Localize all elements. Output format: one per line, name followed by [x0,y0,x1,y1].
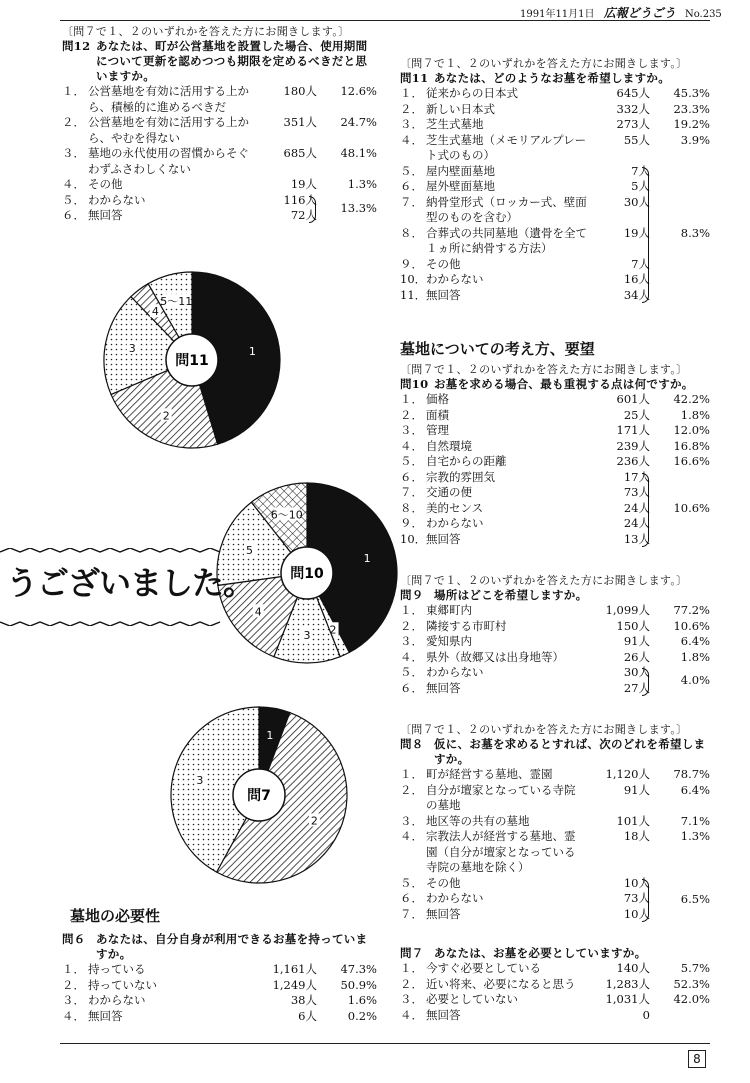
footer-rule [60,1043,710,1044]
option-count: 1,283人 [605,976,650,991]
option-number: ９． [400,256,423,271]
option-label: 無回答 [426,1007,461,1022]
option-count: 150人 [616,618,650,633]
q7-pie-chart [167,703,352,888]
option-number: ４． [400,829,423,843]
option-number: ２． [62,115,85,129]
option-percent: 23.3% [673,101,710,116]
q11-option-11 [400,288,710,304]
option-number: １． [62,84,85,98]
q9-options [400,603,710,696]
option-count: 73人 [623,485,650,499]
option-label: 自宅からの距離 [426,454,507,468]
option-number: ２． [400,407,423,422]
pie-label-5: 5 [245,543,253,557]
q6-option-3 [62,993,377,1009]
option-count: 1,031人 [605,992,650,1006]
option-label: 屋内壁面墓地 [426,163,495,178]
q12-text: あなたは、町が公営墓地を設置した場合、使用期間について更新を認めつつも期限を定めるべきだと思いますか。 [96,39,368,83]
q10-option-4 [400,439,710,455]
option-number: １． [400,767,423,781]
option-number: ２． [400,101,423,116]
option-count: 38人 [290,993,317,1007]
option-number: ５． [400,665,423,679]
option-label: 墓地の永代使用の習慣からそぐわずふさわしくない [88,146,249,176]
pie-label-1: 1 [266,728,274,742]
issue-date: 1991年11月1日 [520,9,595,20]
option-count: 72人 [290,208,317,222]
q12-option-4 [62,177,377,193]
option-number: ４． [400,132,423,147]
option-number: ５． [400,454,423,468]
option-label: 屋外壁面墓地 [426,179,495,193]
q8-options [400,767,710,922]
option-count: 10人 [623,875,650,890]
option-label: わからない [426,272,484,286]
q10-text: お墓を求める場合、最も重視する点は何ですか。 [434,377,694,391]
pie-label-3: 3 [128,341,136,355]
option-count: 685人 [283,146,317,160]
option-count: 16人 [623,272,650,286]
option-count: 55人 [623,132,650,147]
q11-option-1 [400,86,710,102]
q7-option-1 [400,961,710,977]
q10-condition: 〔問７で１、２のいずれかを答えた方にお聞きします。〕 [400,363,688,376]
option-number: ３． [400,117,423,131]
pie-label-4: 4 [151,305,159,319]
q9-option-3 [400,634,710,650]
option-count: 19人 [623,225,650,240]
pie-label-3: 3 [196,773,204,787]
option-count: 24人 [623,500,650,515]
q9-option-1 [400,603,710,619]
option-label: その他 [426,875,461,890]
q6-option-2 [62,978,377,994]
option-count: 236人 [616,454,650,468]
option-number: ６． [400,179,423,193]
option-number: ４． [62,177,85,191]
option-percent: 1.3% [347,177,377,191]
option-percent: 7.1% [680,813,710,828]
q11-option-6 [400,179,710,195]
option-label: 無回答 [426,906,461,921]
q11-option-3 [400,117,710,133]
q9-number: 問９ [400,588,424,602]
option-number: １． [400,961,423,975]
option-percent: 1.3% [680,829,710,843]
option-percent: 24.7% [340,115,377,129]
option-label: 必要としていない [426,992,518,1006]
q12-heading [62,39,377,84]
option-label: わからない [426,516,484,530]
option-label: 持っている [88,962,146,976]
option-number: ２． [400,618,423,633]
q7-options [400,961,710,1023]
q10-group-percent: 10.6% [673,501,710,515]
q12-group-brace [309,196,316,223]
option-number: ３． [400,813,423,828]
pie-label-2: 2 [162,409,170,423]
option-label: その他 [426,256,461,271]
option-label: 地区等の共有の墓地 [426,813,530,828]
option-label: 自然環境 [426,438,472,453]
option-label: 面積 [426,407,449,422]
option-number: ６． [400,680,423,695]
option-label: 今すぐ必要としている [426,961,541,975]
option-label: わからない [426,665,484,679]
option-percent: 5.7% [680,961,710,975]
option-label: 価格 [426,392,449,406]
option-number: ４． [62,1008,85,1023]
option-number: １． [62,962,85,976]
option-count: 1,099人 [605,603,650,617]
option-label: 合葬式の共同墓地（遺骨を全て１ヵ所に納骨する方法） [426,225,587,255]
pie-label-1: 1 [248,345,256,359]
q11-option-10 [400,272,710,288]
option-number: ７． [400,485,423,499]
q6-options [62,962,377,1024]
option-count: 30人 [623,665,650,679]
option-number: ５． [400,163,423,178]
option-count: 27人 [623,680,650,695]
page-header [520,4,722,21]
option-number: 10． [400,531,427,546]
pie-label-1: 1 [363,551,371,565]
option-count: 7人 [631,256,650,271]
option-number: ７． [400,194,423,209]
option-number: ４． [400,1007,423,1022]
q11-block [400,56,710,303]
thanks-banner [0,548,255,626]
q11-group-percent: 8.3% [680,226,710,240]
option-count: 7人 [631,163,650,178]
q12-condition: 〔問７で１、２のいずれかを答えた方にお聞きします。〕 [62,25,350,38]
option-count: 19人 [290,177,317,191]
option-number: ９． [400,516,423,530]
option-label: 公営墓地を有効に活用する上から、やむを得ない [88,115,249,145]
option-percent: 0.2% [347,1008,377,1023]
option-count: 332人 [616,101,650,116]
option-number: 11． [400,287,427,302]
option-count: 140人 [616,961,650,975]
q8-option-4 [400,829,710,876]
option-number: ３． [62,993,85,1007]
section-title-need: 墓地の必要性 [70,907,161,925]
q12-group-percent: 13.3% [340,200,377,215]
option-count: 91人 [623,634,650,648]
option-label: 管理 [426,423,449,437]
option-number: ４． [400,438,423,453]
option-number: ５． [62,192,85,207]
option-percent: 77.2% [673,603,710,617]
option-label: その他 [88,177,123,191]
q11-text: あなたは、どのようなお墓を希望しますか。 [434,71,670,85]
q9-heading [400,588,710,603]
q7-block [400,946,710,1023]
q10-options [400,392,710,547]
option-label: 交通の便 [426,485,472,499]
option-count: 1,161人 [272,962,317,976]
option-count: 73人 [623,891,650,905]
option-label: 愛知県内 [426,634,472,648]
q8-block [400,722,710,922]
option-label: わからない [426,891,484,905]
option-count: 1,120人 [605,767,650,781]
q10-group-brace [642,473,649,547]
q10-block [400,362,710,547]
q8-group-percent: 6.5% [680,891,710,906]
option-count: 13人 [623,531,650,546]
option-count: 116人 [283,192,317,207]
option-label: 従来からの日本式 [426,86,518,100]
pie-center-label: 問11 [175,353,209,369]
option-label: 持っていない [88,977,157,992]
q9-condition: 〔問７で１、２のいずれかを答えた方にお聞きします。〕 [400,574,688,587]
option-count: 24人 [623,516,650,530]
option-label: 県外（故郷又は出身地等） [426,649,564,664]
q7-number: 問７ [400,946,424,960]
q12-block [62,24,377,224]
header-rule [60,20,710,21]
q11-option-5 [400,164,710,180]
option-count: 6人 [298,1008,317,1023]
option-label: 美的センス [426,500,484,515]
pie-label-6～10: 6～10 [270,508,303,522]
q9-block [400,573,710,696]
q11-group-brace [642,167,649,303]
option-number: ２． [400,782,423,797]
option-count: 26人 [623,649,650,664]
q9-option-2 [400,619,710,635]
option-percent: 1.6% [347,993,377,1007]
option-count: 91人 [623,782,650,797]
banner-text: うございました。 [6,564,255,602]
q12-options [62,84,377,224]
option-percent: 6.4% [680,782,710,797]
option-number: ２． [62,977,85,992]
q6-number: 問６ [62,932,86,946]
q8-group-brace [642,879,649,922]
option-label: 芝生式墓地（メモリアルプレート式のもの） [426,132,587,162]
option-percent: 3.9% [680,132,710,147]
option-count: 25人 [623,407,650,422]
option-percent: 19.2% [673,117,710,131]
q9-option-4 [400,650,710,666]
pie-label-3: 3 [303,629,311,642]
option-label: 無回答 [88,208,123,222]
pie-label-2: 2 [310,814,318,828]
q9-group-brace [642,668,649,696]
q8-option-2 [400,783,710,814]
option-count: 180人 [283,84,317,98]
option-label: 芝生式墓地 [426,117,484,131]
option-percent: 42.2% [673,392,710,406]
option-percent: 47.3% [340,962,377,976]
pie-label-5～11: 5～11 [160,295,193,309]
q6-text: あなたは、自分自身が利用できるお墓を持っていますか。 [96,932,368,961]
q6-block [62,932,377,1024]
q8-text: 仮に、お墓を求めるとすれば、次のどれを希望しますか。 [434,737,706,766]
q10-option-1 [400,392,710,408]
q6-heading [62,932,377,962]
option-percent: 6.4% [680,634,710,648]
option-number: ３． [400,992,423,1006]
option-count: 1,249人 [272,977,317,992]
q11-condition: 〔問７で１、２のいずれかを答えた方にお聞きします。〕 [400,57,688,70]
option-count: 34人 [623,287,650,302]
q8-option-3 [400,814,710,830]
section-title-views: 墓地についての考え方、要望 [400,340,595,358]
option-number: ６． [400,891,423,905]
q10-option-6 [400,470,710,486]
q12-option-2 [62,115,377,146]
q11-number: 問11 [400,71,429,85]
q8-heading [400,737,710,767]
option-percent: 52.3% [673,976,710,991]
option-number: ８． [400,500,423,515]
q10-option-3 [400,423,710,439]
option-number: ３． [400,423,423,437]
option-label: 無回答 [426,680,461,695]
q11-pie-chart [100,268,285,453]
pie-center-label: 問10 [290,566,324,582]
option-number: ５． [400,875,423,890]
option-count: 0 [642,1007,650,1022]
q7-heading [400,946,710,961]
pie-center-label: 問7 [247,788,271,804]
q12-option-3 [62,146,377,177]
option-label: 納骨堂形式（ロッカー式、壁面型のものを含む） [426,194,587,224]
option-label: 東郷町内 [426,603,472,617]
option-label: 公営墓地を有効に活用する上から、積極的に進めるべきだ [88,84,249,114]
option-percent: 12.0% [673,423,710,437]
pie-label-2: 2 [329,623,337,637]
pie-label-4: 4 [254,605,262,619]
option-label: 町が経営する墓地、霊園 [426,767,553,781]
option-label: 隣接する市町村 [426,618,507,633]
q10-number: 問10 [400,377,429,391]
option-label: 宗教法人が経営する墓地、霊園（自分が壇家となっている寺院の墓地を除く） [426,829,576,874]
q10-option-7 [400,485,710,501]
q8-condition: 〔問７で１、２のいずれかを答えた方にお聞きします。〕 [400,723,688,736]
option-number: １． [400,86,423,100]
q8-option-7 [400,907,710,923]
option-number: ４． [400,649,423,664]
q11-heading [400,71,710,86]
option-number: ７． [400,906,423,921]
option-label: 近い将来、必要になると思う [426,976,576,991]
page-number: 8 [688,1050,706,1068]
option-number: ３． [62,146,85,160]
option-label: 新しい日本式 [426,101,495,116]
q8-option-5 [400,876,710,892]
q10-option-9 [400,516,710,532]
option-count: 171人 [616,423,650,437]
option-percent: 1.8% [680,407,710,422]
option-percent: 16.8% [673,438,710,453]
option-number: １． [400,392,423,406]
option-percent: 50.9% [340,977,377,992]
option-label: 無回答 [426,531,461,546]
option-label: 自分が壇家となっている寺院の墓地 [426,782,576,812]
option-number: ３． [400,634,423,648]
q10-option-5 [400,454,710,470]
q11-option-9 [400,257,710,273]
option-percent: 48.1% [340,146,377,160]
q6-option-1 [62,962,377,978]
option-label: わからない [88,993,146,1007]
option-label: 宗教的雰囲気 [426,469,495,484]
option-percent: 10.6% [673,618,710,633]
q10-heading [400,377,710,392]
option-count: 5人 [631,179,650,193]
q11-option-4 [400,133,710,164]
option-number: ６． [62,208,85,222]
q9-text: 場所はどこを希望しますか。 [434,588,588,602]
q7-option-3 [400,992,710,1008]
q7-text: あなたは、お墓を必要としていますか。 [434,946,647,960]
q6-option-4 [62,1009,377,1025]
q9-group-percent: 4.0% [680,673,710,687]
option-percent: 1.8% [680,649,710,664]
option-count: 239人 [616,438,650,453]
q11-option-2 [400,102,710,118]
q10-option-2 [400,408,710,424]
option-percent: 42.0% [673,992,710,1006]
option-count: 351人 [283,115,317,129]
option-percent: 12.6% [340,84,377,98]
publication-name: 広報どうごう [603,6,676,20]
option-count: 645人 [616,86,650,100]
option-label: 無回答 [426,287,461,302]
q8-number: 問８ [400,737,424,751]
q11-option-7 [400,195,710,226]
option-label: 無回答 [88,1008,123,1023]
option-number: 10． [400,272,427,286]
option-number: １． [400,603,423,617]
q12-option-1 [62,84,377,115]
q8-option-1 [400,767,710,783]
option-percent: 78.7% [673,767,710,781]
option-number: ６． [400,469,423,484]
q7-option-2 [400,977,710,993]
option-count: 10人 [623,906,650,921]
option-percent: 16.6% [673,454,710,468]
q12-number: 問12 [62,39,91,53]
option-number: ８． [400,225,423,240]
option-percent: 45.3% [673,86,710,100]
issue-number: No.235 [684,9,722,20]
option-count: 601人 [616,392,650,406]
option-count: 18人 [623,829,650,843]
option-number: ２． [400,976,423,991]
option-count: 17人 [623,469,650,484]
option-count: 101人 [616,813,650,828]
q7-option-4 [400,1008,710,1024]
option-count: 273人 [616,117,650,131]
option-label: わからない [88,192,146,207]
q11-options [400,86,710,303]
option-count: 30人 [623,194,650,209]
q10-option-10 [400,532,710,548]
